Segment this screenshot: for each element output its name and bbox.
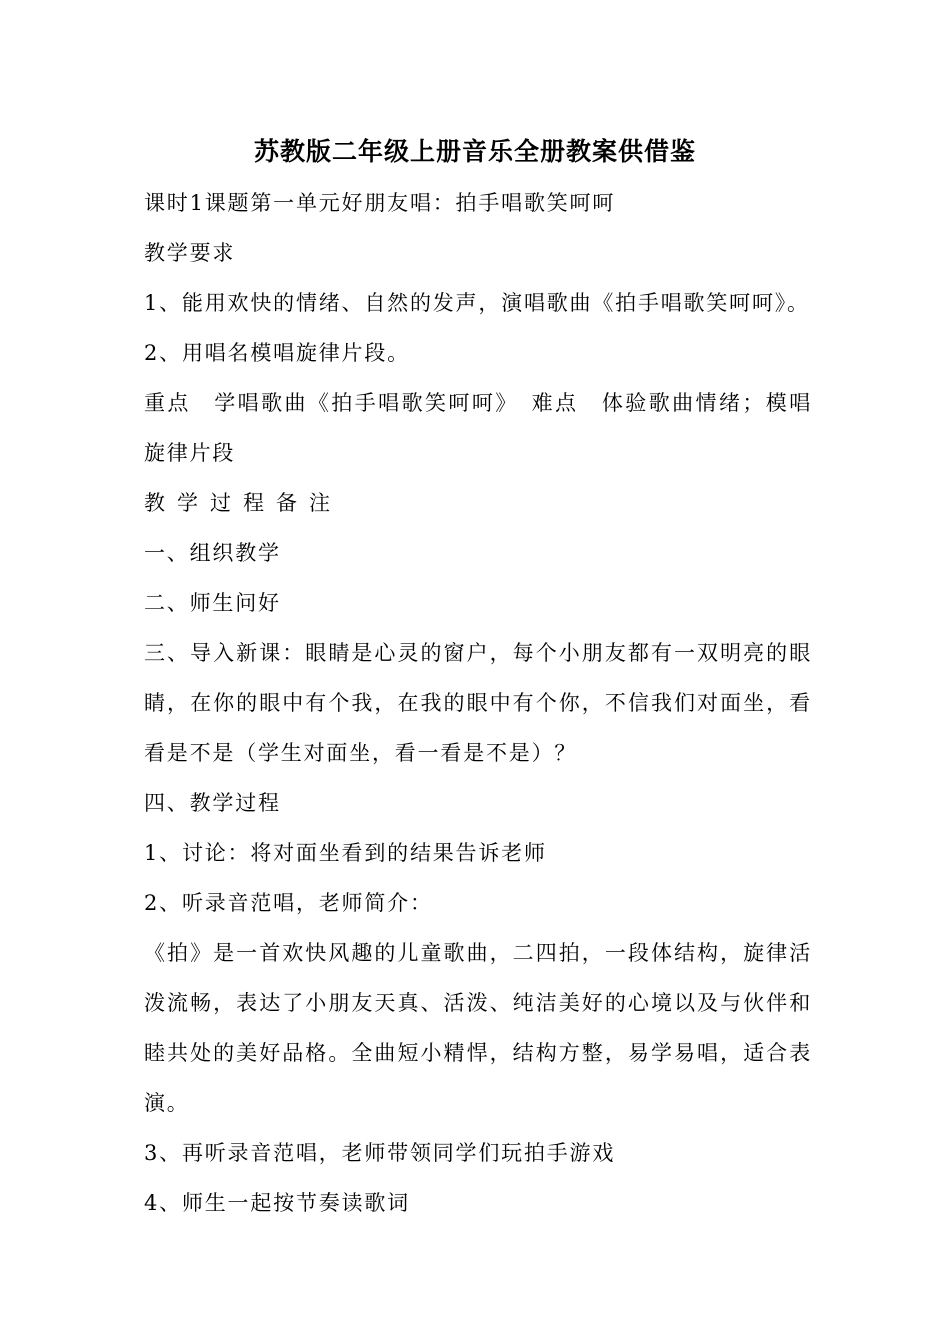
item-3: 3、再听录音范唱，老师带领同学们玩拍手游戏 bbox=[144, 1141, 616, 1165]
item-4: 4、师生一起按节奏读歌词 bbox=[144, 1191, 410, 1215]
lesson-heading: 课时1课题第一单元好朋友唱：拍手唱歌笑呵呵 bbox=[144, 191, 616, 215]
requirement-1: 1、能用欢快的情绪、自然的发声，演唱歌曲《拍手唱歌笑呵呵》。 bbox=[144, 291, 810, 315]
key-points: 重点 学唱歌曲《拍手唱歌笑呵呵》 难点 体验歌曲情绪；模唱旋律片段 bbox=[144, 391, 812, 465]
item-2: 2、听录音范唱，老师简介： bbox=[144, 891, 433, 915]
process-heading: 教学过程备注 bbox=[144, 491, 342, 515]
requirements-heading: 教学要求 bbox=[144, 241, 236, 265]
step-4: 四、教学过程 bbox=[144, 791, 281, 815]
step-2: 二、师生问好 bbox=[144, 591, 281, 615]
step-3: 三、导入新课：眼睛是心灵的窗户，每个小朋友都有一双明亮的眼睛，在你的眼中有个我，在我的眼中有个你，不信我们对面坐，看看是不是（学生对面坐，看一看是不是）？ bbox=[144, 641, 812, 765]
requirement-2: 2、用唱名模唱旋律片段。 bbox=[144, 341, 410, 365]
document-title: 苏教版二年级上册音乐全册教案供借鉴 bbox=[253, 137, 696, 166]
document-body bbox=[144, 178, 812, 1228]
song-intro: 《拍》是一首欢快风趣的儿童歌曲，二四拍，一段体结构，旋律活泼流畅，表达了小朋友天真、活泼、纯洁美好的心境以及与伙伴和睦共处的美好品格。全曲短小精悍，结构方整，易学易唱，适合表演。 bbox=[144, 941, 812, 1115]
item-1: 1、讨论：将对面坐看到的结果告诉老师 bbox=[144, 841, 547, 865]
step-1: 一、组织教学 bbox=[144, 541, 281, 565]
